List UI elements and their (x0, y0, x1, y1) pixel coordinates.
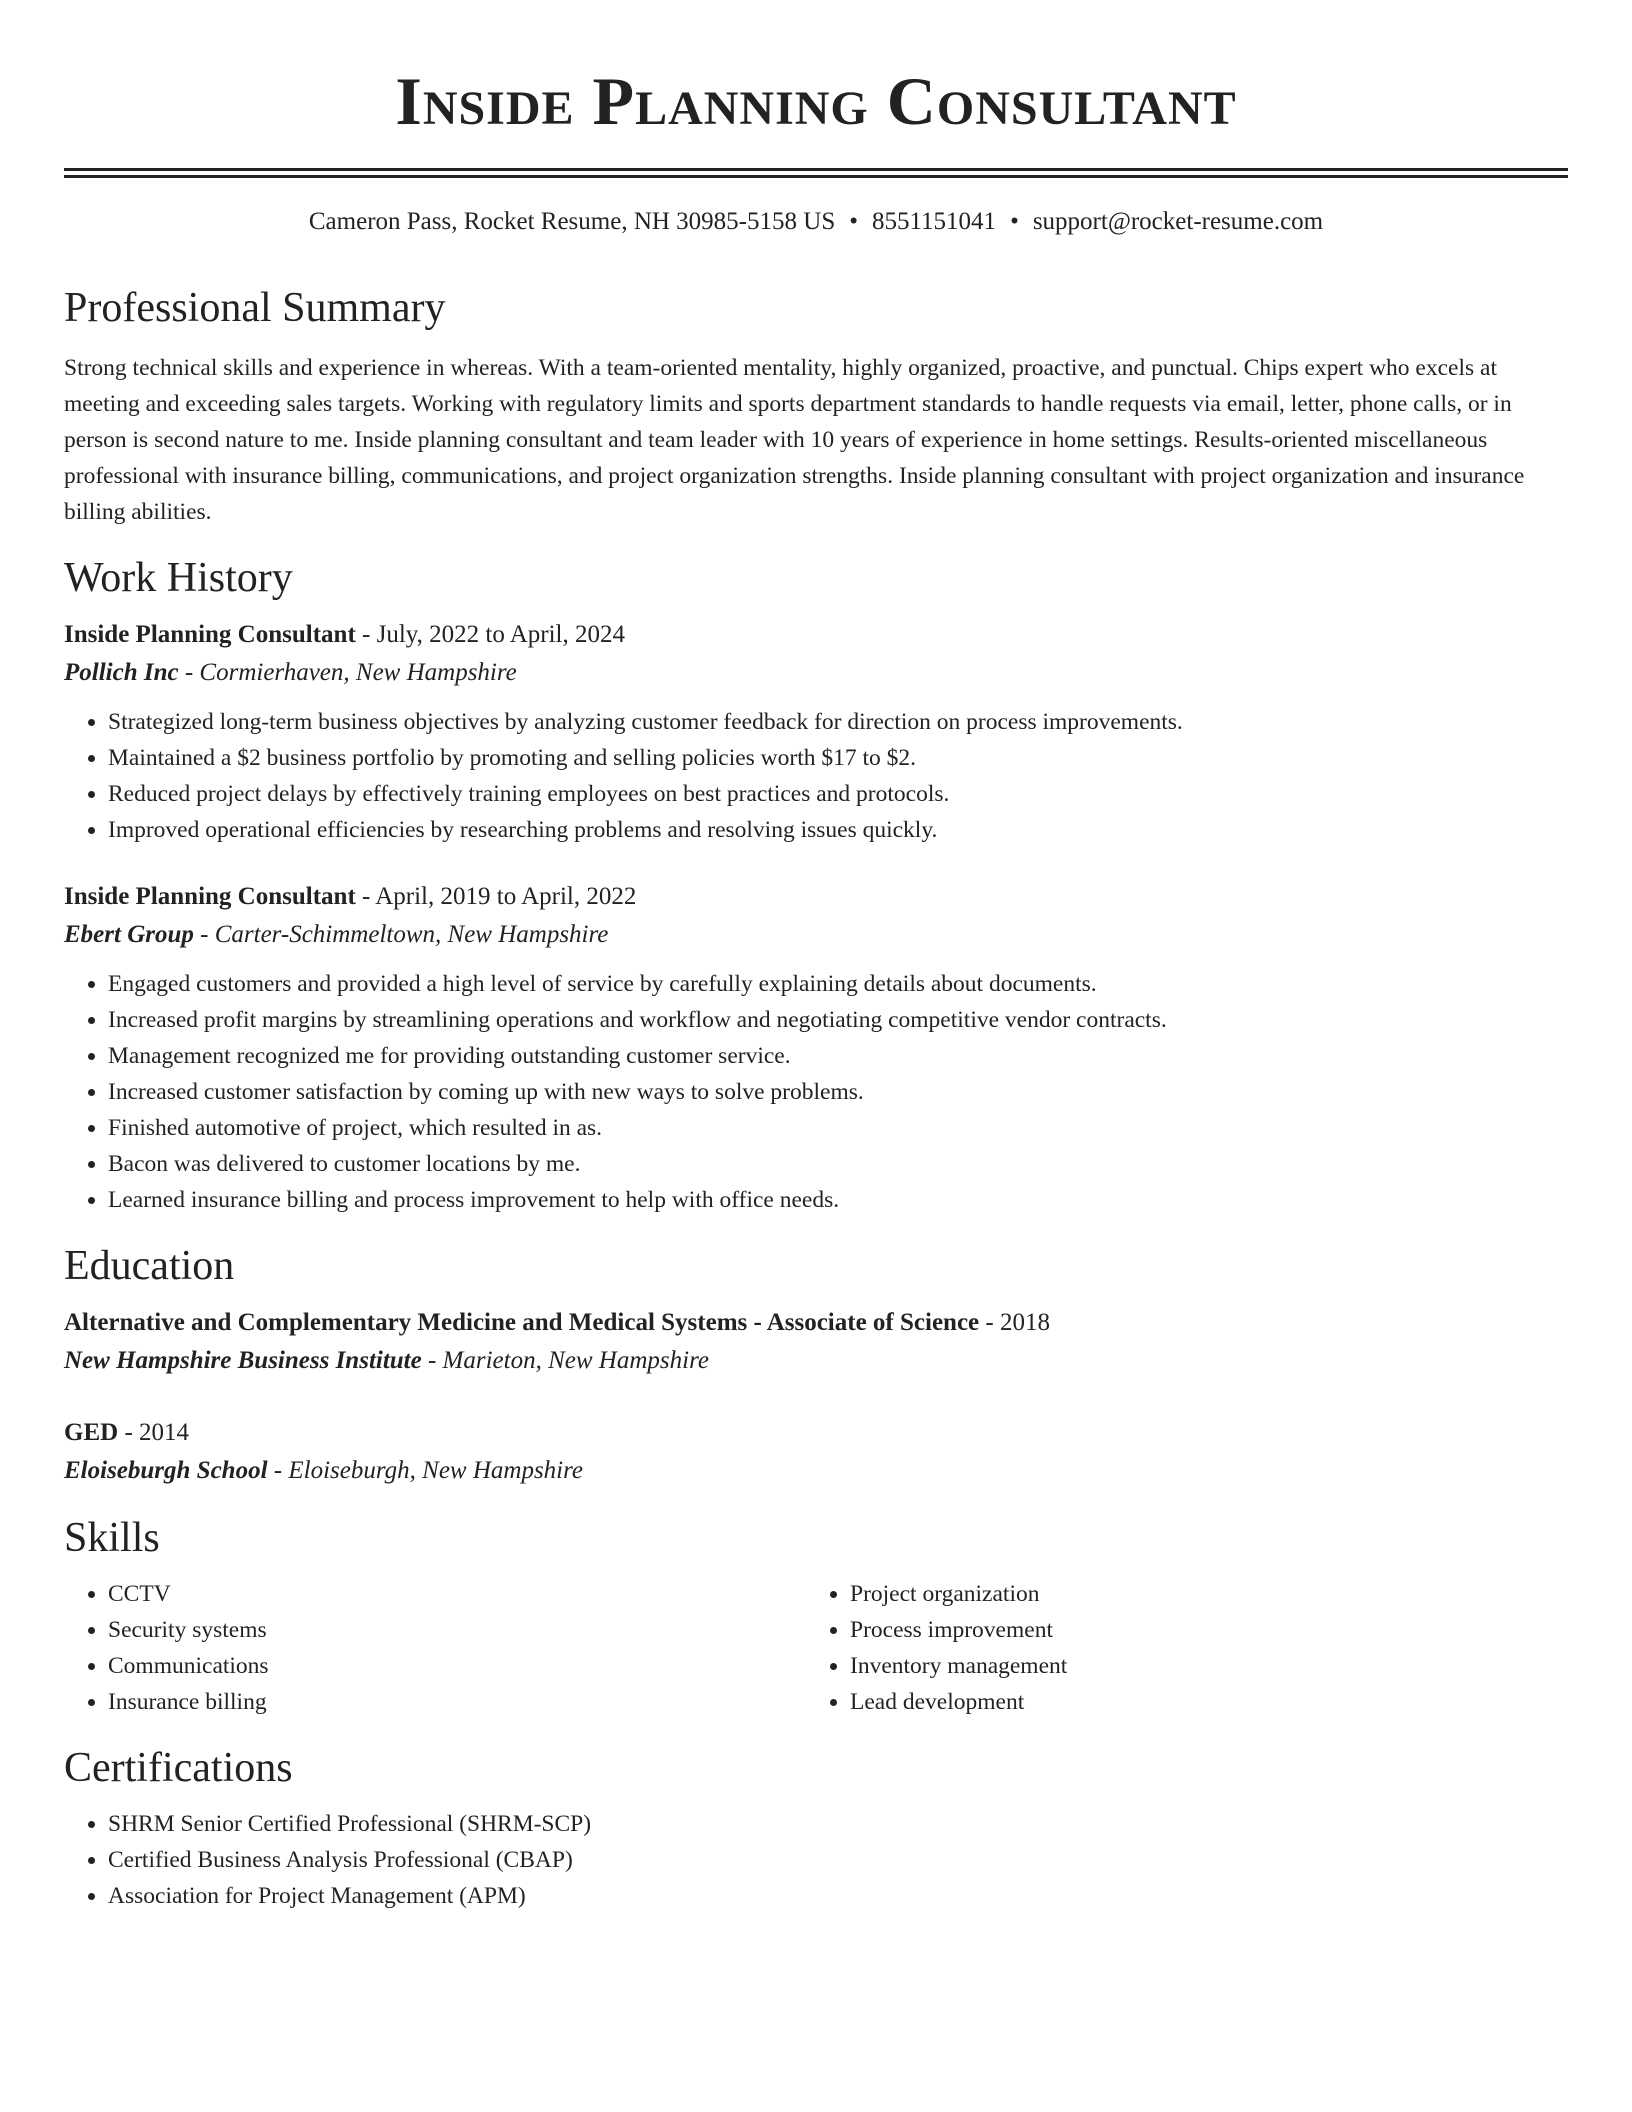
certifications-heading: Certifications (64, 1745, 293, 1791)
certifications-list (64, 1806, 1568, 1914)
job-company: Ebert Group (64, 921, 194, 948)
skills-heading: Skills (64, 1515, 160, 1561)
skill-item: • Security systems (108, 1612, 806, 1648)
job-bullet: • Bacon was delivered to customer locations by me. (108, 1146, 1568, 1182)
skill-item: • Insurance billing (108, 1684, 806, 1720)
job-bullets (64, 704, 1568, 848)
skills-list (806, 1576, 1548, 1720)
summary-text: Strong technical skills and experience in whereas. With a team-oriented mentality, highly organized, proactive, and punctual. Chips expert who excels at meeting and exceeding sales targets. Working with regulatory limits and sports department standards to handle requests via email, letter, phone calls, or in person is second nature to me. Inside planning consultant and team leader with 10 years of experience in home settings. Results-oriented miscellaneous professional with insurance billing, communications, and project organization strengths. Inside planning consultant with project organization and insurance billing abilities. (64, 355, 1525, 525)
skills-grid (64, 1576, 1568, 1720)
education-school-line (64, 1452, 1568, 1490)
job-entry (64, 616, 1568, 848)
job-bullet: • Strategized long-term business objectives by analyzing customer feedback for direction on process improvements. (108, 704, 1568, 740)
education-school-line (64, 1342, 1568, 1380)
skill-item: • Lead development (850, 1684, 1548, 1720)
skills-column-right (806, 1576, 1548, 1720)
certification-item: • Certified Business Analysis Professional (CBAP) (108, 1842, 1568, 1878)
job-bullet: • Increased customer satisfaction by coming up with new ways to solve problems. (108, 1074, 1568, 1110)
contact-separator: • (849, 208, 858, 235)
contact-phone: 8551151041 (871, 208, 997, 235)
summary-heading: Professional Summary (64, 285, 446, 331)
resume-title: Inside Planning Consultant (395, 63, 1237, 139)
job-bullet: • Finished automotive of project, which resulted in as. (108, 1110, 1568, 1146)
job-location: - Carter-Schimmeltown, New Hampshire (193, 921, 609, 948)
education-degree: Alternative and Complementary Medicine and Medical Systems - Associate of Science (64, 1309, 980, 1336)
contact-email: support@rocket-resume.com (1032, 208, 1324, 235)
job-company-line (64, 916, 1568, 954)
education-degree: GED (64, 1419, 119, 1446)
job-bullet: • Management recognized me for providing outstanding customer service. (108, 1038, 1568, 1074)
job-bullet: • Reduced project delays by effectively training employees on best practices and protocols. (108, 776, 1568, 812)
job-company: Pollich Inc (64, 659, 179, 686)
work-history-heading: Work History (64, 555, 293, 601)
job-title-line (64, 616, 1568, 654)
job-entry (64, 878, 1568, 1218)
job-bullet: • Increased profit margins by streamlining operations and workflow and negotiating competitive vendor contracts. (108, 1002, 1568, 1038)
skill-item: • CCTV (108, 1576, 806, 1612)
job-bullet: • Improved operational efficiencies by researching problems and resolving issues quickly. (108, 812, 1568, 848)
job-bullets (64, 966, 1568, 1218)
education-location: - Eloiseburgh, New Hampshire (267, 1457, 584, 1484)
education-location: - Marieton, New Hampshire (421, 1347, 709, 1374)
skill-item: • Inventory management (850, 1648, 1548, 1684)
certification-item: • Association for Project Management (APM) (108, 1878, 1568, 1914)
job-bullet: • Learned insurance billing and process improvement to help with office needs. (108, 1182, 1568, 1218)
skill-item: • Process improvement (850, 1612, 1548, 1648)
skills-column-left (64, 1576, 806, 1720)
contact-separator: • (1010, 208, 1019, 235)
education-year: - 2018 (979, 1309, 1050, 1336)
job-bullet: • Maintained a $2 business portfolio by promoting and selling policies worth $17 to $2. (108, 740, 1568, 776)
skill-item: • Communications (108, 1648, 806, 1684)
education-school: New Hampshire Business Institute (64, 1347, 422, 1374)
contact-address: Cameron Pass, Rocket Resume, NH 30985-5158 US (308, 208, 836, 235)
job-dates: - July, 2022 to April, 2024 (355, 621, 625, 648)
education-school: Eloiseburgh School (64, 1457, 268, 1484)
education-degree-line (64, 1304, 1568, 1342)
certification-item: • SHRM Senior Certified Professional (SHRM-SCP) (108, 1806, 1568, 1842)
job-company-line (64, 654, 1568, 692)
contact-line (64, 206, 1568, 238)
job-title: Inside Planning Consultant (64, 883, 356, 910)
job-title-line (64, 878, 1568, 916)
job-title: Inside Planning Consultant (64, 621, 356, 648)
education-entry (64, 1304, 1568, 1380)
job-dates: - April, 2019 to April, 2022 (355, 883, 637, 910)
skills-list (64, 1576, 806, 1720)
job-bullet: • Engaged customers and provided a high level of service by carefully explaining details about documents. (108, 966, 1568, 1002)
education-year: - 2014 (118, 1419, 190, 1446)
skill-item: • Project organization (850, 1576, 1548, 1612)
job-location: - Cormierhaven, New Hampshire (178, 659, 517, 686)
education-degree-line (64, 1414, 1568, 1452)
education-heading: Education (64, 1243, 235, 1289)
title-double-rule (64, 168, 1568, 178)
education-entry (64, 1414, 1568, 1490)
